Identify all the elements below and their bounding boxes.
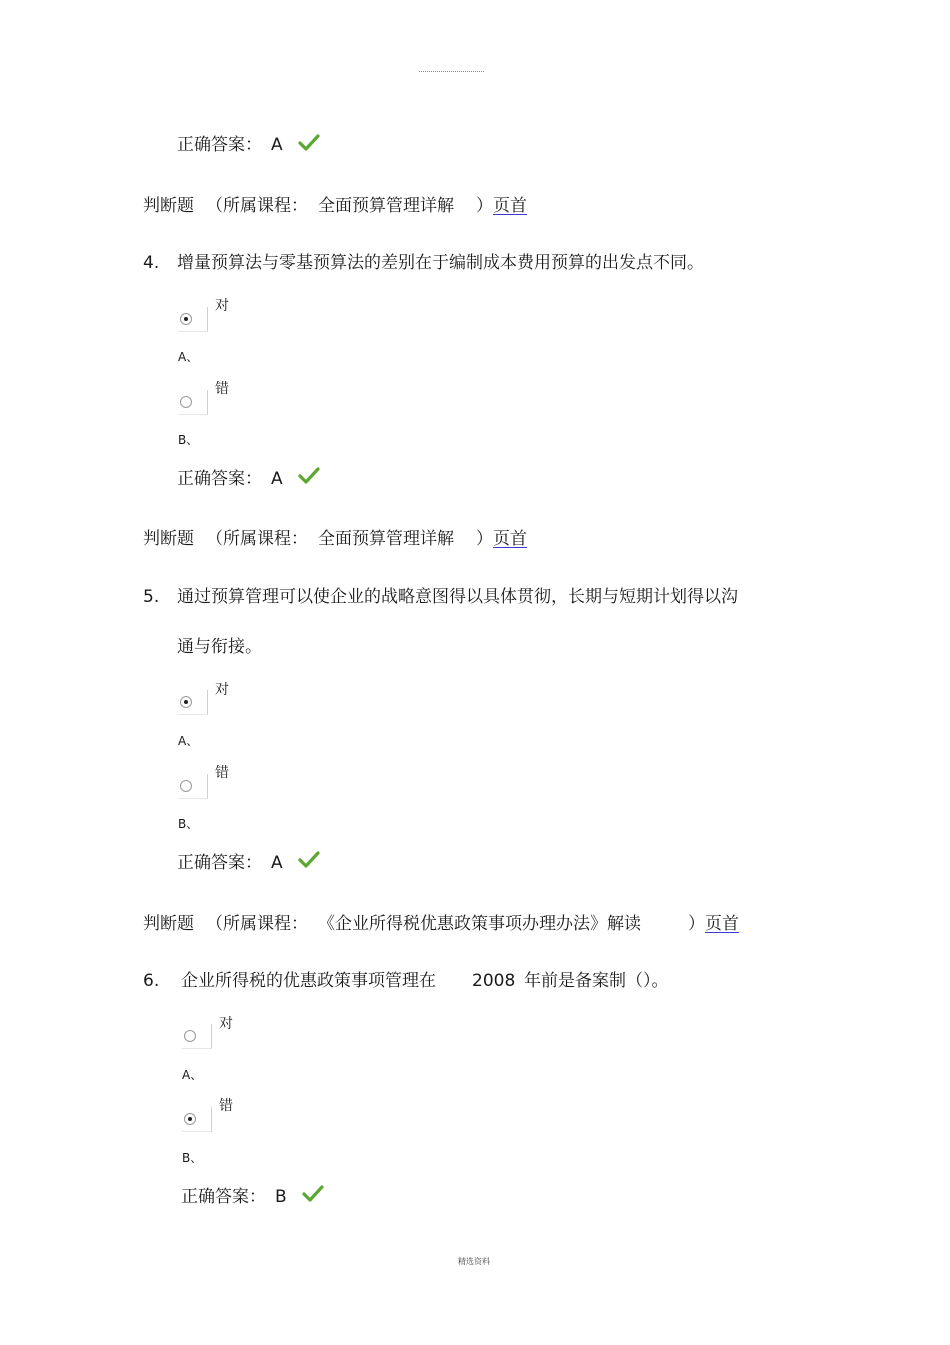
correct-answer-value: A (271, 135, 283, 155)
checkmark-icon (302, 1185, 324, 1203)
option-b-letter: B、 (178, 433, 199, 447)
radio-option-b[interactable] (182, 1107, 212, 1131)
option-a-text: 对 (215, 682, 229, 698)
correct-answer-label: 正确答案： (181, 1187, 266, 1207)
home-link[interactable]: 页首 (493, 529, 527, 549)
correct-answer-value: B (275, 1187, 287, 1207)
radio-option-a[interactable] (182, 1024, 212, 1048)
home-link[interactable]: 页首 (493, 196, 527, 216)
question-text: 通与衔接。 (177, 637, 262, 657)
option-b-text: 错 (215, 381, 229, 397)
question-number: 6. (143, 971, 160, 991)
home-link[interactable]: 页首 (705, 914, 739, 934)
option-b-letter: B、 (182, 1151, 203, 1165)
question-number: 4. (143, 253, 160, 273)
radio-option-a[interactable] (178, 307, 208, 331)
footer-text: 精选资料 (458, 1257, 490, 1266)
correct-answer-label: 正确答案： (177, 135, 262, 155)
question-type: 判断题 (143, 529, 194, 549)
course-open: （所属课程： (206, 196, 308, 216)
radio-option-a[interactable] (178, 690, 208, 714)
option-a-letter: A、 (178, 734, 199, 748)
course-name: 全面预算管理详解 (318, 196, 454, 216)
course-open: （所属课程： (206, 529, 308, 549)
option-a-text: 对 (215, 298, 229, 314)
option-a-text: 对 (219, 1016, 233, 1032)
option-b-letter: B、 (178, 817, 199, 831)
course-name: 全面预算管理详解 (318, 529, 454, 549)
radio-option-b[interactable] (178, 774, 208, 798)
course-close: ） (688, 914, 705, 934)
option-a-letter: A、 (182, 1068, 203, 1082)
question-type: 判断题 (143, 196, 194, 216)
checkmark-icon (298, 134, 320, 152)
option-b-text: 错 (219, 1098, 233, 1114)
course-name: 《企业所得税优惠政策事项办理办法》解读 (318, 914, 641, 934)
checkmark-icon (298, 467, 320, 485)
correct-answer-label: 正确答案： (177, 853, 262, 873)
checkmark-icon (298, 851, 320, 869)
correct-answer-label: 正确答案： (177, 469, 262, 489)
question-text: 年前是备案制（）。 (524, 971, 669, 991)
course-close: ） (476, 196, 493, 216)
header-rule (419, 71, 484, 72)
correct-answer-value: A (271, 469, 283, 489)
question-text: 增量预算法与零基预算法的差别在于编制成本费用预算的出发点不同。 (177, 253, 704, 273)
question-number: 5. (143, 587, 160, 607)
course-close: ） (476, 529, 493, 549)
question-type: 判断题 (143, 914, 194, 934)
question-text-year: 2008 (472, 971, 516, 991)
radio-option-b[interactable] (178, 390, 208, 414)
option-a-letter: A、 (178, 350, 199, 364)
question-text: 通过预算管理可以使企业的战略意图得以具体贯彻，长期与短期计划得以沟 (177, 587, 738, 607)
option-b-text: 错 (215, 765, 229, 781)
question-text: 企业所得税的优惠政策事项管理在 (181, 971, 436, 991)
correct-answer-value: A (271, 853, 283, 873)
course-open: （所属课程： (206, 914, 308, 934)
